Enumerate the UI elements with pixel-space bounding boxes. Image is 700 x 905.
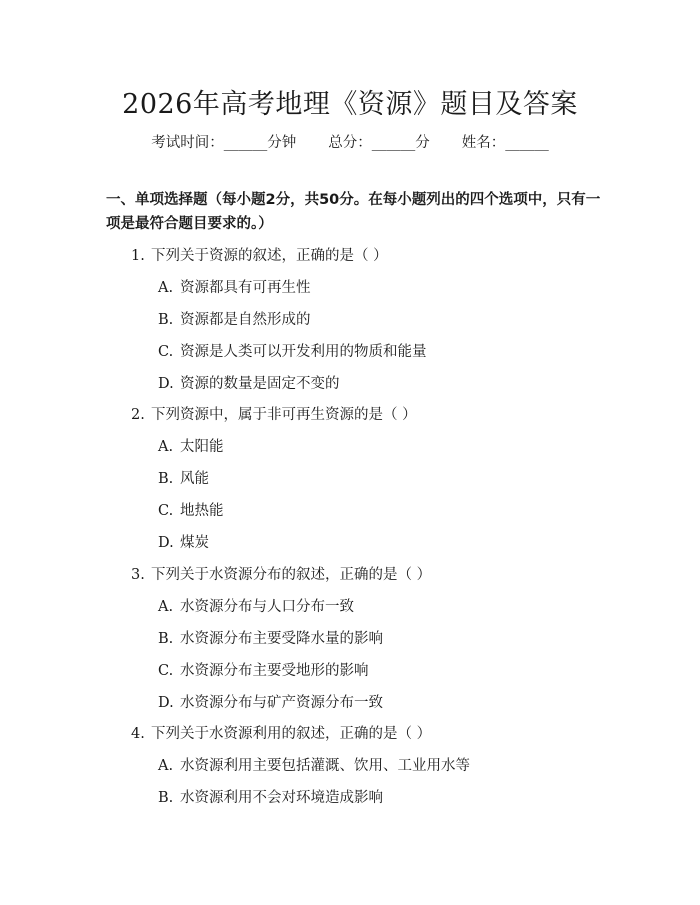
question-text: 下列关于水资源利用的叙述，正确的是（ ） [151, 726, 432, 742]
option-letter: C. [158, 663, 174, 679]
option-letter: B. [158, 471, 174, 487]
question-3-option-b [158, 627, 383, 648]
option-letter: B. [158, 631, 174, 647]
option-text: 资源都具有可再生性 [180, 280, 311, 296]
question-3 [131, 563, 431, 584]
option-letter: D. [158, 535, 174, 551]
option-letter: A. [158, 599, 174, 615]
option-text: 水资源利用不会对环境造成影响 [180, 790, 383, 806]
question-2 [131, 403, 417, 424]
question-4 [131, 722, 431, 743]
question-text: 下列关于水资源分布的叙述，正确的是（ ） [151, 567, 432, 583]
option-letter: B. [158, 312, 174, 328]
question-number: 3. [131, 567, 145, 583]
option-text: 水资源分布主要受降水量的影响 [180, 631, 383, 647]
total-score-field: 总分：______分 [328, 135, 430, 151]
exam-time-field: 考试时间：______分钟 [151, 135, 297, 151]
option-text: 水资源分布主要受地形的影响 [180, 663, 369, 679]
page-title: 2026年高考地理《资源》题目及答案 [122, 89, 578, 120]
question-text: 下列关于资源的叙述，正确的是（ ） [151, 248, 388, 264]
question-2-option-a [158, 435, 224, 456]
question-3-option-d [158, 691, 383, 712]
question-2-option-d [158, 531, 209, 552]
student-name-field: 姓名：______ [461, 135, 549, 151]
option-text: 水资源分布与人口分布一致 [180, 599, 354, 615]
question-text: 下列资源中，属于非可再生资源的是（ ） [151, 407, 417, 423]
question-1 [131, 244, 388, 265]
option-text: 水资源利用主要包括灌溉、饮用、工业用水等 [180, 758, 470, 774]
option-text: 太阳能 [180, 439, 224, 455]
option-letter: C. [158, 503, 174, 519]
option-letter: B. [158, 790, 174, 806]
option-letter: A. [158, 280, 174, 296]
option-letter: D. [158, 695, 174, 711]
section-heading: 一、单项选择题（每小题2分，共50分。在每小题列出的四个选项中，只有一项是最符合题目要求的。） [106, 192, 601, 232]
question-1-option-c [158, 340, 427, 361]
question-2-option-c [158, 499, 224, 520]
option-text: 地热能 [180, 503, 224, 519]
question-4-option-b [158, 786, 383, 807]
question-number: 1. [131, 248, 145, 264]
question-4-option-a [158, 754, 470, 775]
question-1-option-a [158, 276, 311, 297]
question-3-option-a [158, 595, 354, 616]
question-2-option-b [158, 467, 209, 488]
option-text: 风能 [180, 471, 209, 487]
exam-info-line [0, 131, 700, 152]
option-text: 资源是人类可以开发利用的物质和能量 [180, 344, 427, 360]
question-3-option-c [158, 659, 369, 680]
option-text: 水资源分布与矿产资源分布一致 [180, 695, 383, 711]
question-number: 4. [131, 726, 145, 742]
option-letter: D. [158, 376, 174, 392]
option-text: 资源的数量是固定不变的 [180, 376, 340, 392]
question-number: 2. [131, 407, 145, 423]
option-text: 煤炭 [180, 535, 209, 551]
question-1-option-d [158, 372, 340, 393]
option-text: 资源都是自然形成的 [180, 312, 311, 328]
question-1-option-b [158, 308, 311, 329]
option-letter: A. [158, 758, 174, 774]
option-letter: A. [158, 439, 174, 455]
option-letter: C. [158, 344, 174, 360]
